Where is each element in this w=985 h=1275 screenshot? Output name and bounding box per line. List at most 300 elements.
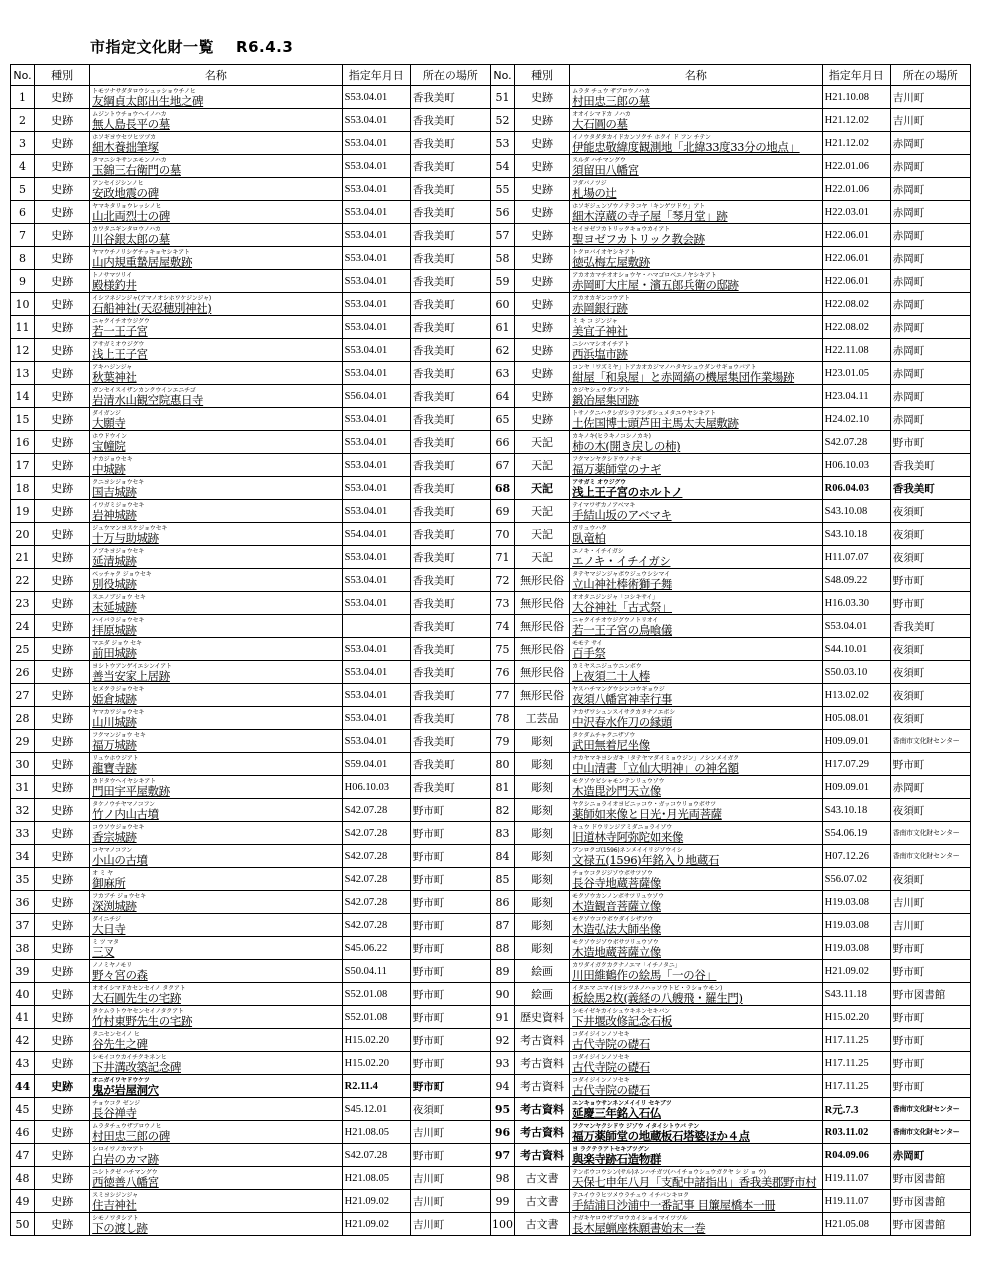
name-ruby: イタエマ ニマイ(ヨシツネノハッソウトビ・ラショウモン) (572, 985, 723, 992)
cell-place: 吉川町 (890, 914, 970, 937)
cell-place: 香我美町 (410, 155, 490, 178)
cell-name (570, 339, 823, 362)
cell-place: 香我美町 (410, 707, 490, 730)
cell-place: 夜須町 (890, 684, 970, 707)
cell-kind: 彫刻 (515, 753, 570, 776)
name-text: 拝原城跡 (92, 623, 137, 637)
name-text: 伊能忠敬緯度観測地「北緯33度33分の地点」 (572, 140, 800, 154)
cell-no: 32 (11, 799, 35, 822)
cell-date: H22.06.01 (822, 224, 890, 247)
cell-no: 59 (490, 270, 514, 293)
cell-place: 香我美町 (410, 615, 490, 638)
cell-place: 吉川町 (890, 86, 970, 109)
table-row (11, 546, 971, 569)
cell-name (570, 224, 823, 247)
cell-no: 5 (11, 178, 35, 201)
header-kind: 種別 (35, 65, 90, 86)
cell-place: 野市町 (410, 1006, 490, 1029)
cell-no: 21 (11, 546, 35, 569)
cell-place: 野市町 (890, 960, 970, 983)
cell-name (90, 569, 343, 592)
cell-no: 57 (490, 224, 514, 247)
name-ruby: ナカザワシュンスイサクカタナノエボシ (572, 709, 676, 716)
cell-no: 53 (490, 132, 514, 155)
cell-no: 97 (490, 1144, 514, 1167)
cell-date: H19.03.08 (822, 914, 890, 937)
table-row (11, 1167, 971, 1190)
name-text: 手結浦日沙浦中一番記事 目簾屋橋本一冊 (572, 1198, 776, 1212)
name-ruby: トモツナサダタロウシュッショウチノヒ (92, 88, 196, 95)
cell-date: S42.07.28 (342, 845, 410, 868)
name-text: 木造観音菩薩立像 (572, 899, 661, 913)
cell-date: S56.04.01 (342, 385, 410, 408)
cell-place: 香我美町 (410, 477, 490, 500)
name-text: 鬼が岩屋洞穴 (92, 1083, 159, 1097)
name-ruby: カミヤスニジュウニンボウ (572, 663, 642, 670)
name-ruby: コダイジインノソセキ (572, 1077, 630, 1084)
cell-kind: 彫刻 (515, 776, 570, 799)
header-date: 指定年月日 (342, 65, 410, 86)
name-ruby: ヒメクラジョウセキ (92, 686, 145, 693)
name-ruby: アサガミオウジグウ (92, 341, 145, 348)
cell-name (570, 1052, 823, 1075)
name-ruby: フカブチ ジョウセキ (92, 893, 146, 900)
name-text: 谷先生之碑 (92, 1037, 148, 1051)
cell-no: 51 (490, 86, 514, 109)
cell-date: H15.02.20 (822, 1006, 890, 1029)
cell-place: 夜須町 (890, 638, 970, 661)
cell-kind: 史跡 (515, 385, 570, 408)
name-text: 前田城跡 (92, 646, 137, 660)
cell-place: 野市町 (890, 753, 970, 776)
cell-no: 63 (490, 362, 514, 385)
cell-date: H21.09.02 (342, 1190, 410, 1213)
cell-name (90, 316, 343, 339)
name-ruby: モクゾウビシャモンテンリュウゾウ (572, 778, 665, 785)
cell-no: 85 (490, 868, 514, 891)
cell-name (570, 569, 823, 592)
cell-kind: 彫刻 (515, 730, 570, 753)
table-row (11, 707, 971, 730)
name-text: 木造毘沙門天立像 (572, 784, 661, 798)
table-row (11, 661, 971, 684)
cell-name (90, 868, 343, 891)
name-ruby: ホウドウイン (92, 433, 127, 440)
cell-place: 吉川町 (890, 891, 970, 914)
name-ruby: スミヨシジンジャ (92, 1192, 138, 1199)
cell-place: 夜須町 (890, 799, 970, 822)
name-ruby: シロイワノカマアト (92, 1146, 144, 1153)
cell-date: H06.10.03 (822, 454, 890, 477)
table-row (11, 500, 971, 523)
cell-date: S53.04.01 (342, 546, 410, 569)
cell-kind: 史跡 (35, 454, 90, 477)
cell-kind: 絵画 (515, 960, 570, 983)
cell-name (90, 201, 343, 224)
cell-place: 野市町 (410, 822, 490, 845)
name-text: 大日寺 (92, 922, 126, 936)
name-text: 古代寺院の礎石 (572, 1060, 650, 1074)
cell-place: 香南市文化財センター (890, 845, 970, 868)
cell-kind: 無形民俗 (515, 661, 570, 684)
cell-name (570, 454, 823, 477)
table-row (11, 109, 971, 132)
cell-no: 88 (490, 937, 514, 960)
name-text: 野々宮の森 (92, 968, 148, 982)
name-text: 宝幢院 (92, 439, 126, 453)
cell-place: 香我美町 (410, 178, 490, 201)
cell-date: R04.09.06 (822, 1144, 890, 1167)
cell-name (570, 1006, 823, 1029)
cell-name (570, 109, 823, 132)
cell-name (90, 1098, 343, 1121)
cell-place: 吉川町 (410, 1190, 490, 1213)
cell-no: 74 (490, 615, 514, 638)
cell-kind: 史跡 (35, 638, 90, 661)
name-text: 別役城跡 (92, 577, 137, 591)
cell-name (90, 1121, 343, 1144)
table-row (11, 1213, 971, 1236)
cell-place: 赤岡町 (890, 362, 970, 385)
cell-kind: 史跡 (35, 132, 90, 155)
cell-place: 夜須町 (890, 707, 970, 730)
table-row (11, 983, 971, 1006)
name-ruby: ベッチャク ジョウセキ (92, 571, 152, 578)
cell-no: 28 (11, 707, 35, 730)
cell-place: 野市町 (410, 1029, 490, 1052)
name-text: 岩清水山観空院惠日寺 (92, 393, 204, 407)
cell-date: S54.04.01 (342, 523, 410, 546)
table-row (11, 684, 971, 707)
cell-place: 野市町 (890, 592, 970, 615)
name-text: 大石圓の墓 (572, 117, 628, 131)
cell-name (90, 845, 343, 868)
cell-place: 香我美町 (410, 339, 490, 362)
cell-name (570, 431, 823, 454)
cell-no: 2 (11, 109, 35, 132)
name-ruby: アンセイジシンノヒ (92, 180, 144, 187)
name-text: 竹村東野先生の宅跡 (92, 1014, 193, 1028)
name-ruby: ダイガンジ (92, 410, 121, 417)
name-ruby: コンヤ「ワズミヤ」トアカオカジマノハタヤシュウダンサギョウバアト (572, 364, 757, 371)
name-text: 徳弘梅左屋敷跡 (572, 255, 650, 269)
cell-place: 野市町 (410, 960, 490, 983)
table-row (11, 960, 971, 983)
cell-place: 香南市文化財センター (890, 730, 970, 753)
name-ruby: ヨシトウアンゲイエシンイアト (92, 663, 172, 670)
table-row (11, 730, 971, 753)
cell-place: 野市町 (890, 1052, 970, 1075)
name-text: 大谷神社「古式祭」 (572, 600, 673, 614)
cell-name (90, 661, 343, 684)
cell-name (90, 523, 343, 546)
cell-no: 73 (490, 592, 514, 615)
cell-no: 76 (490, 661, 514, 684)
cell-kind: 史跡 (35, 270, 90, 293)
cell-kind: 彫刻 (515, 845, 570, 868)
name-text: 手結山坂のアベマキ (572, 508, 672, 522)
cell-date: H23.04.11 (822, 385, 890, 408)
cell-date: R元.7.3 (822, 1098, 890, 1121)
name-text: 木造弘法大師坐像 (572, 922, 661, 936)
cell-no: 25 (11, 638, 35, 661)
name-ruby: ヤスハチマングウシンコウギョウジ (572, 686, 665, 693)
table-row (11, 454, 971, 477)
cell-place: 夜須町 (410, 1098, 490, 1121)
table-row (11, 523, 971, 546)
name-ruby: タニセンセイノ ヒ (92, 1031, 140, 1038)
cell-kind: 史跡 (35, 983, 90, 1006)
cell-name (570, 132, 823, 155)
cell-name (570, 201, 823, 224)
cell-place: 赤岡町 (890, 339, 970, 362)
cell-kind: 考古資料 (515, 1029, 570, 1052)
cell-date: H21.09.02 (822, 960, 890, 983)
cell-kind: 考古資料 (515, 1144, 570, 1167)
cell-no: 9 (11, 270, 35, 293)
name-text: 柿の木(開き戻しの柿) (572, 439, 681, 453)
name-ruby: フクマンヤクシドウ ジゾウ イタイシトウバ テン (572, 1123, 699, 1130)
name-ruby: タケムラトウヤセンセイノタクアト (92, 1008, 184, 1015)
name-text: 須留田八幡宮 (572, 163, 639, 177)
cell-place: 香我美町 (410, 270, 490, 293)
cell-name (570, 86, 823, 109)
cell-kind: 史跡 (35, 408, 90, 431)
header-place: 所在の場所 (410, 65, 490, 86)
cell-no: 7 (11, 224, 35, 247)
cell-date: S53.04.01 (342, 247, 410, 270)
cell-no: 33 (11, 822, 35, 845)
cell-place: 吉川町 (410, 1213, 490, 1236)
table-row (11, 339, 971, 362)
cell-place: 香我美町 (890, 454, 970, 477)
cell-kind: 史跡 (35, 1144, 90, 1167)
cell-place: 香我美町 (410, 569, 490, 592)
cell-no: 4 (11, 155, 35, 178)
cell-no: 37 (11, 914, 35, 937)
cell-date: H06.10.03 (342, 776, 410, 799)
name-text: 中沢春水作刀の縁頭 (572, 715, 673, 729)
cell-date: H05.08.01 (822, 707, 890, 730)
cell-name (570, 592, 823, 615)
header-no: No. (490, 65, 514, 86)
name-text: 大石圓先生の宅跡 (92, 991, 181, 1005)
cell-name (570, 178, 823, 201)
cell-name (570, 684, 823, 707)
name-text: エノキ・イチイガシ (572, 554, 671, 568)
cell-place: 赤岡町 (890, 408, 970, 431)
cell-date: H22.08.02 (822, 293, 890, 316)
cell-date: S43.10.18 (822, 523, 890, 546)
name-ruby: チョウコク ゼンジ (92, 1100, 140, 1107)
name-text: 姫倉城跡 (92, 692, 137, 706)
cell-no: 31 (11, 776, 35, 799)
title-text: 市指定文化財一覧 (90, 38, 215, 56)
name-text: 下井溝改築記念碑 (92, 1060, 181, 1074)
cell-no: 69 (490, 500, 514, 523)
cell-date: H21.10.08 (822, 86, 890, 109)
cell-kind: 史跡 (35, 914, 90, 937)
page-title (90, 36, 293, 57)
cell-place: 野市町 (890, 1029, 970, 1052)
cell-kind: 史跡 (35, 500, 90, 523)
header-no: No. (11, 65, 35, 86)
cell-date: S53.04.01 (342, 707, 410, 730)
name-ruby: シモノワタシアト (92, 1215, 139, 1222)
cell-name (90, 270, 343, 293)
name-ruby: ヤクシニョライオヨビニッコウ・ガッコウリョウボサツ (572, 801, 716, 808)
cell-kind: 史跡 (35, 845, 90, 868)
name-ruby: ヨ ラクテラアトセキブツグン (572, 1146, 650, 1153)
table-row (11, 270, 971, 293)
name-ruby: ホソギヨウセツヒツヅカ (92, 134, 156, 141)
cell-place: 香我美町 (410, 316, 490, 339)
name-ruby: ニャクイチオウジグウノトリオイ (572, 617, 659, 624)
cell-no: 67 (490, 454, 514, 477)
cell-no: 17 (11, 454, 35, 477)
cell-no: 90 (490, 983, 514, 1006)
cell-date: H07.12.26 (822, 845, 890, 868)
name-ruby: コウソウジョウセキ (92, 824, 145, 831)
table-row (11, 431, 971, 454)
name-text: 薬師如来像と日光･月光両菩薩 (572, 807, 722, 821)
name-ruby: ニャクイチオウジグウ (92, 318, 150, 325)
cell-kind: 史跡 (35, 316, 90, 339)
cell-date: H09.09.01 (822, 730, 890, 753)
cell-no: 35 (11, 868, 35, 891)
cell-name (90, 960, 343, 983)
cell-name (570, 822, 823, 845)
cell-date: H22.06.01 (822, 247, 890, 270)
name-text: 細木淳蔵の寺子屋「琴月堂」跡 (572, 209, 728, 223)
cell-date: H21.12.02 (822, 109, 890, 132)
name-text: 文禄五(1596)年銘入り地蔵石 (572, 853, 719, 867)
table-row (11, 776, 971, 799)
cell-date: H19.11.07 (822, 1190, 890, 1213)
name-text: 若一王子宮 (92, 324, 148, 338)
cell-name (570, 983, 823, 1006)
name-ruby: カキノキ(ヒラキノコシノカキ) (572, 433, 651, 440)
cell-date: H15.02.20 (342, 1029, 410, 1052)
name-ruby: アカオカマチオオショウヤ・ハマゴロベエノヤシキアト (572, 272, 717, 279)
cell-no: 13 (11, 362, 35, 385)
table-body (11, 86, 971, 1236)
cell-kind: 天記 (515, 477, 570, 500)
table-row (11, 845, 971, 868)
cell-kind: 史跡 (35, 1052, 90, 1075)
cell-date: S53.04.01 (342, 730, 410, 753)
cell-name (570, 1190, 823, 1213)
cell-kind: 天記 (515, 431, 570, 454)
cell-kind: 史跡 (515, 109, 570, 132)
name-text: 與楽寺跡石造物群 (572, 1152, 661, 1166)
cell-date: S53.04.01 (342, 293, 410, 316)
cell-date: S42.07.28 (342, 822, 410, 845)
name-text: 長木屋蝋座株願書始末一巻 (572, 1221, 706, 1235)
cell-name (570, 615, 823, 638)
cell-kind: 史跡 (515, 339, 570, 362)
name-ruby: タケノウチヤマノコフン (92, 801, 155, 808)
cell-kind: 史跡 (35, 247, 90, 270)
cell-name (90, 178, 343, 201)
name-ruby: スエノブジョウ セキ (92, 594, 146, 601)
cell-name (90, 247, 343, 270)
cell-no: 96 (490, 1121, 514, 1144)
cell-date: S53.04.01 (342, 408, 410, 431)
cell-place: 赤岡町 (890, 224, 970, 247)
cell-name (90, 546, 343, 569)
table-row (11, 1075, 971, 1098)
cell-no: 70 (490, 523, 514, 546)
cell-date: S53.04.01 (342, 362, 410, 385)
cell-kind: 史跡 (35, 1167, 90, 1190)
cell-no: 78 (490, 707, 514, 730)
cell-date: S53.04.01 (342, 155, 410, 178)
cell-kind: 天記 (515, 500, 570, 523)
name-text: 秋葉神社 (92, 370, 137, 384)
cell-kind: 史跡 (35, 661, 90, 684)
cell-date: S45.12.01 (342, 1098, 410, 1121)
cell-no: 41 (11, 1006, 35, 1029)
cell-date: S44.10.01 (822, 638, 890, 661)
cell-place: 香我美町 (410, 385, 490, 408)
cell-name (90, 431, 343, 454)
name-ruby: ニシハマシオイチアト (572, 341, 630, 348)
cell-kind: 古文書 (515, 1167, 570, 1190)
cell-date: H11.07.07 (822, 546, 890, 569)
cell-no: 34 (11, 845, 35, 868)
name-text: 下井堰改修記念石板 (572, 1014, 673, 1028)
name-ruby: カワタニギンタロウノハカ (92, 226, 161, 233)
name-text: 天保七申年八月「支配中諸指出」香我美郡野市村 (572, 1175, 817, 1189)
cell-kind: 史跡 (35, 293, 90, 316)
cell-kind: 絵画 (515, 983, 570, 1006)
cell-date: S53.04.01 (342, 224, 410, 247)
cell-place: 香我美町 (890, 477, 970, 500)
name-ruby: スルダ ハチマングウ (572, 157, 626, 164)
cell-name (90, 293, 343, 316)
cell-kind: 史跡 (35, 1213, 90, 1236)
name-text: 御麻所 (92, 876, 126, 890)
cell-place: 赤岡町 (890, 132, 970, 155)
name-ruby: モクゾウカンノンボサツリュウゾウ (572, 893, 664, 900)
cell-kind: 史跡 (515, 201, 570, 224)
cell-no: 30 (11, 753, 35, 776)
name-text: 石船神社(天忍穂別神社) (92, 301, 212, 315)
cell-date: H22.11.08 (822, 339, 890, 362)
name-text: 浅上王子宮のホルトノ (572, 485, 683, 499)
cell-date: H21.08.05 (342, 1167, 410, 1190)
name-text: 安政地震の碑 (92, 186, 159, 200)
name-text: 臥竜柏 (572, 531, 606, 545)
cell-no: 8 (11, 247, 35, 270)
name-text: 国吉城跡 (92, 485, 137, 499)
cell-no: 23 (11, 592, 35, 615)
title-date: R6.4.3 (236, 38, 294, 56)
name-text: 川谷銀太郎の墓 (92, 232, 170, 246)
cell-no: 68 (490, 477, 514, 500)
header-place: 所在の場所 (890, 65, 970, 86)
name-ruby: ヤマキタリョウレッシノヒ (92, 203, 162, 210)
cell-date: H22.01.06 (822, 178, 890, 201)
cell-kind: 史跡 (35, 799, 90, 822)
cell-name (90, 339, 343, 362)
header-date: 指定年月日 (822, 65, 890, 86)
cell-kind: 史跡 (35, 960, 90, 983)
cell-place: 野市町 (890, 1075, 970, 1098)
table-row (11, 753, 971, 776)
cell-place: 赤岡町 (890, 201, 970, 224)
